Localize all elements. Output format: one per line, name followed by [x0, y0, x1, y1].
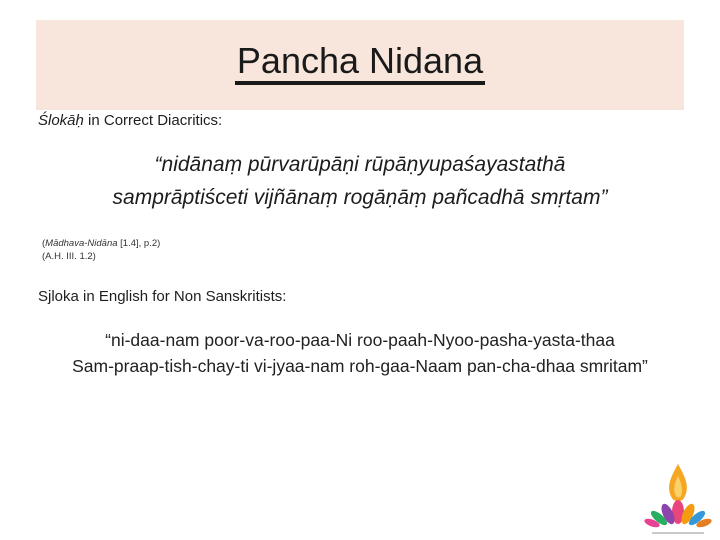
reference-1: [42, 238, 160, 249]
reference-2: (A.H. III. 1.2): [42, 251, 96, 262]
sjloka-label: Sjloka in English for Non Sanskritists:: [38, 288, 287, 305]
slokah-label-italic: Ślokāḥ: [38, 112, 84, 129]
slokah-label-rest: in Correct Diacritics:: [83, 112, 223, 129]
transliteration-line-1: “ni-daa-nam poor-va-roo-paa-Ni roo-paah-Nyoo-pasha-yasta-thaa: [105, 330, 615, 350]
verse-line-1: “nidānaṃ pūrvarūpāṇi rūpāṇyupaśayastathā: [154, 153, 566, 176]
slokah-label: [38, 112, 222, 129]
logo-caption-bar: [652, 532, 704, 534]
title-text: Pancha Nidana: [235, 40, 485, 85]
ref1-rest: [1.4], p.2): [117, 238, 161, 249]
ref1-open: (: [42, 238, 46, 249]
transliteration-line-2: Sam-praap-tish-chay-ti vi-jyaa-nam roh-gaa-Naam pan-cha-dhaa smritam”: [72, 356, 648, 376]
ref1-italic: Mādhava-Nidāna: [45, 238, 118, 249]
slide-title: [0, 40, 720, 82]
lotus-flame-logo-icon: [640, 460, 716, 538]
verse-line-2: samprāptiśceti vijñānaṃ rogāṇāṃ pañcadhā smṛtam”: [112, 186, 608, 209]
